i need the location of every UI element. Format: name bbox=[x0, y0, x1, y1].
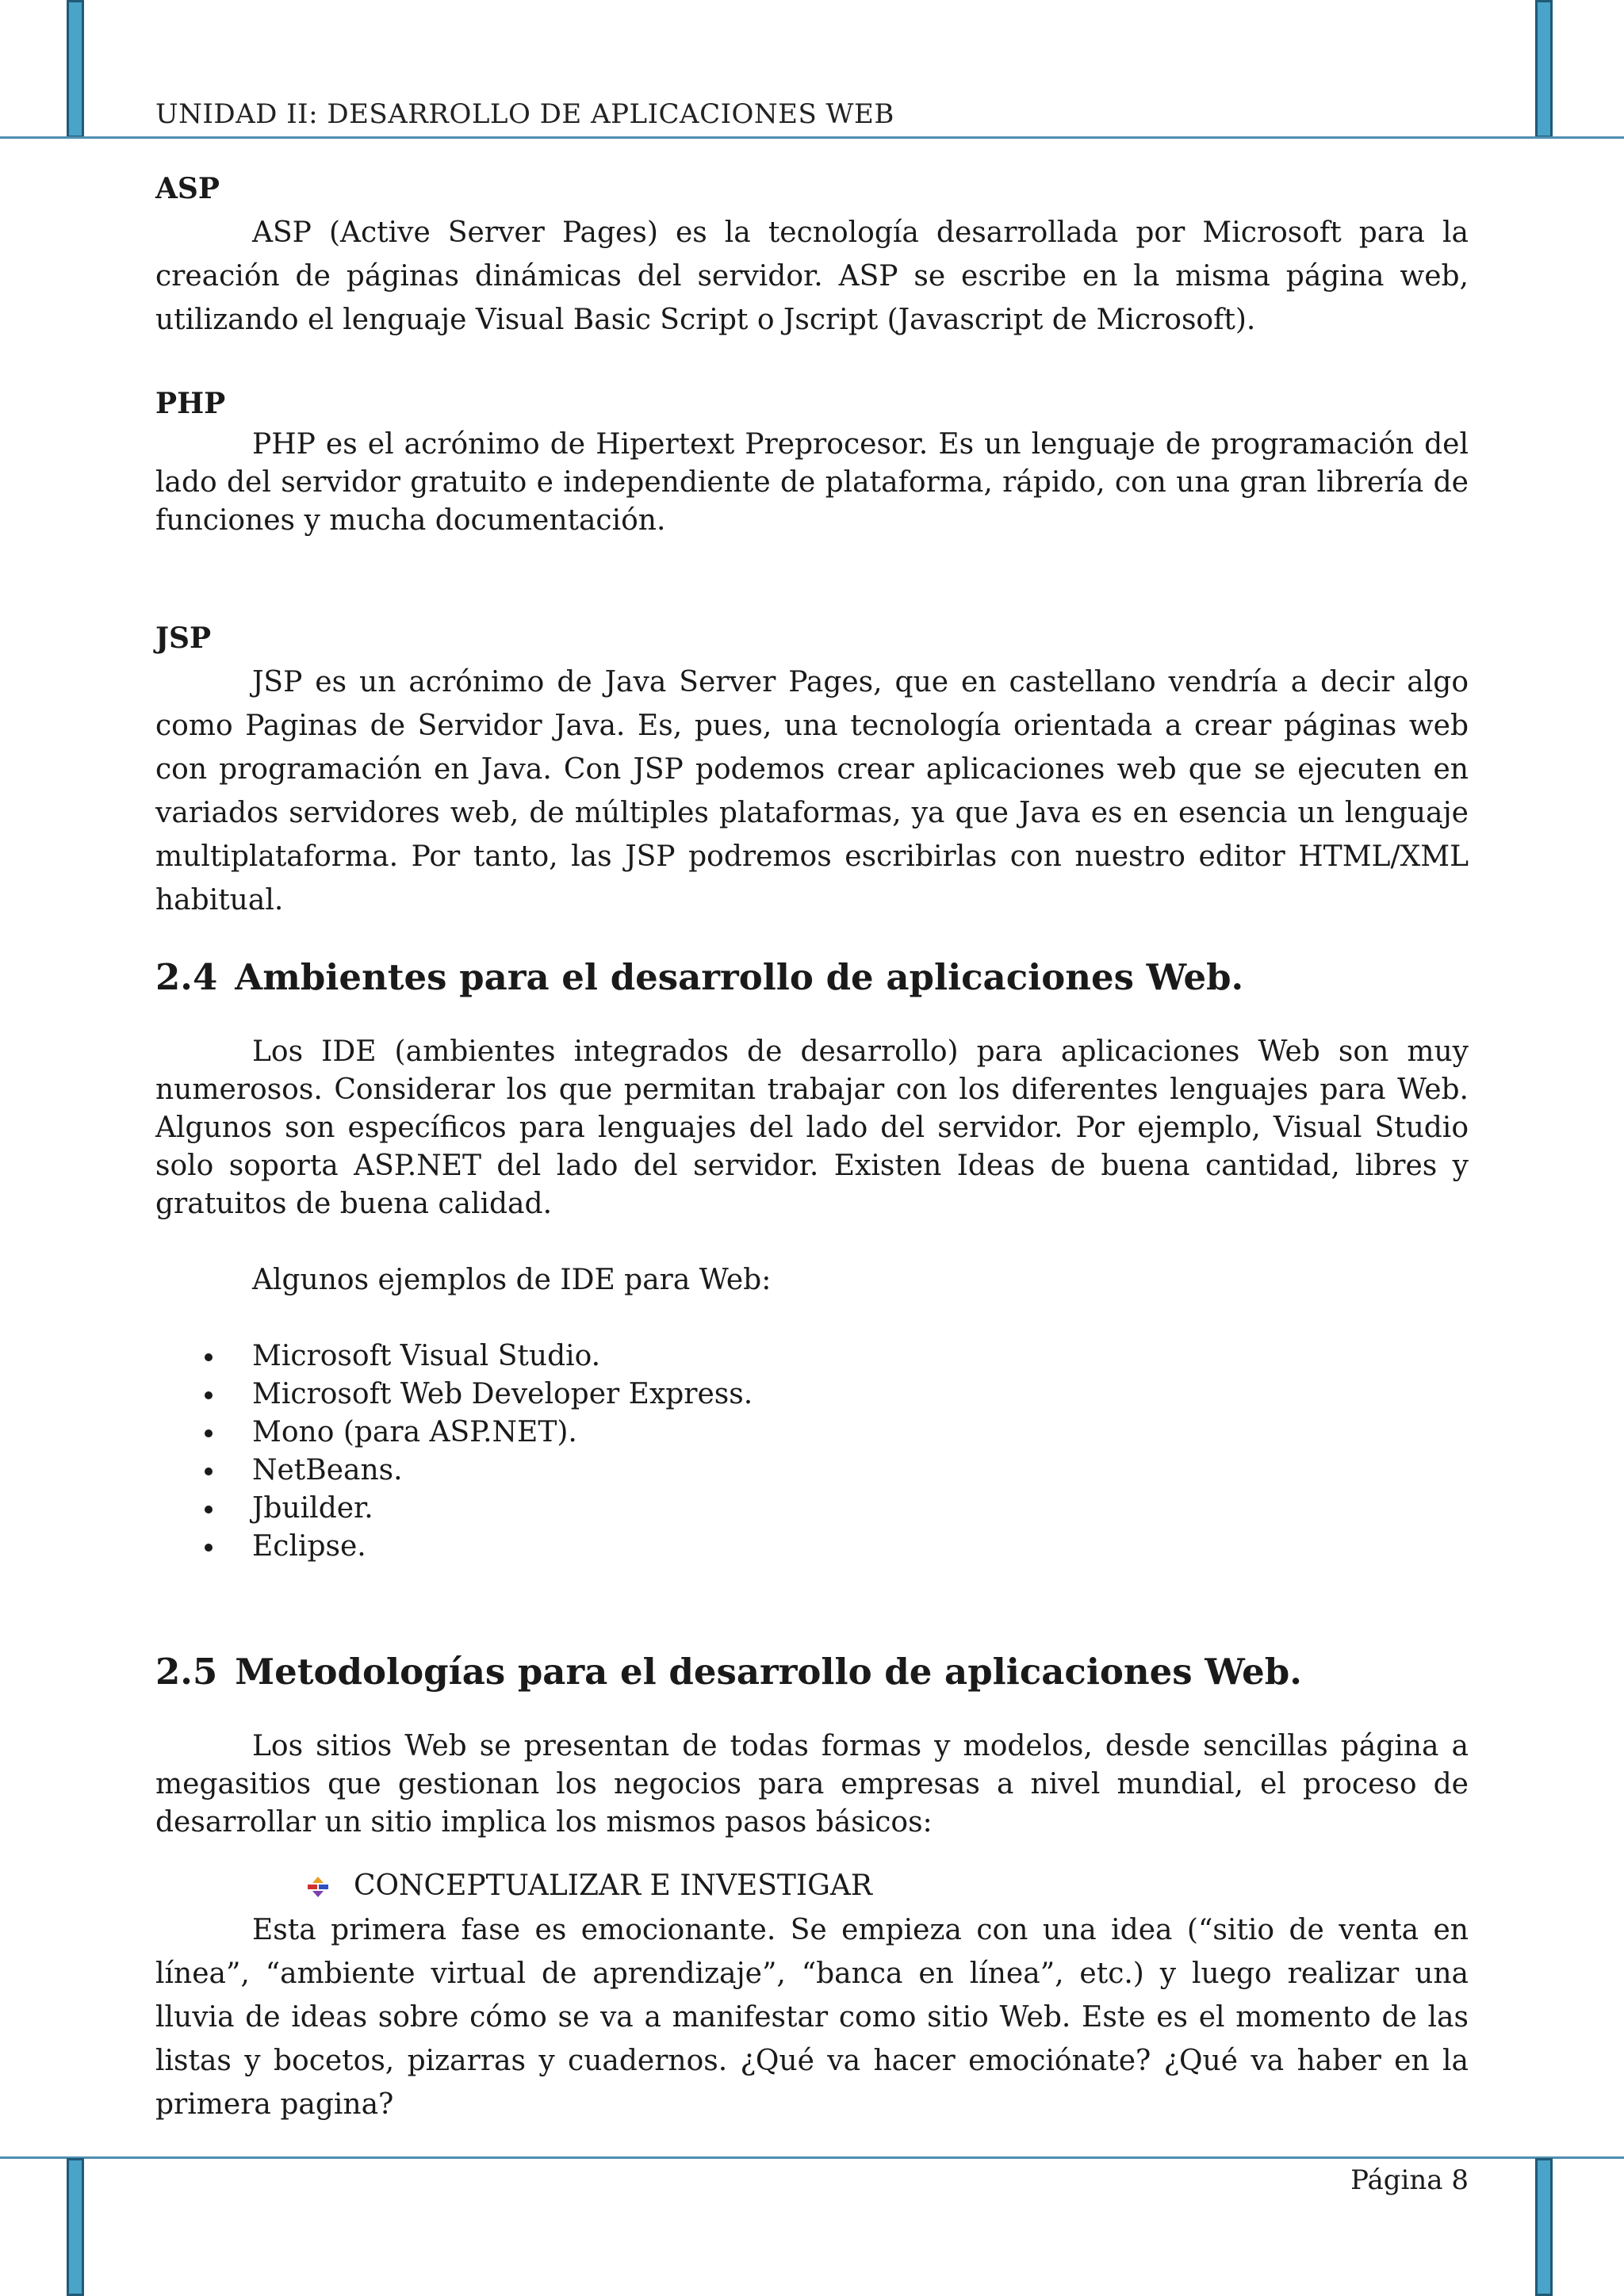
section-2-5-paragraph: Los sitios Web se presentan de todas formas y modelos, desde sencillas página a megasitios que gestionan los negocios para empresas a nivel mundial, el proceso de desarrollar un sitio implica los mismos pasos básicos: bbox=[155, 1730, 1469, 1839]
list-item: Eclipse. bbox=[155, 1528, 1469, 1566]
footer-rule bbox=[0, 2156, 1624, 2159]
phase-heading bbox=[155, 1864, 1469, 1908]
php-heading: PHP bbox=[155, 387, 226, 420]
jsp-heading: JSP bbox=[155, 622, 212, 655]
php-paragraph: PHP es el acrónimo de Hipertext Preprocesor. Es un lenguaje de programación del lado del servidor gratuito e independiente de plataforma, rápido, con una gran librería de funciones y mucha documentación. bbox=[155, 428, 1469, 537]
page-body bbox=[155, 166, 1469, 2126]
bullet-icon bbox=[205, 1353, 213, 1361]
phase-title: CONCEPTUALIZAR E INVESTIGAR bbox=[354, 1869, 873, 1902]
bottom-left-bar bbox=[67, 2158, 84, 2296]
top-left-bar bbox=[67, 0, 84, 138]
section-2-5-title-text: Metodologías para el desarrollo de aplicaciones Web. bbox=[235, 1651, 1302, 1693]
asp-paragraph: ASP (Active Server Pages) es la tecnología desarrollada por Microsoft para la creación de páginas dinámicas del servidor. ASP se escribe en la misma página web, utilizando el lenguaje Visual Basic Script o Jscript (Javascript de Microsoft). bbox=[155, 216, 1469, 336]
page-number: Página 8 bbox=[1350, 2164, 1469, 2196]
page-header: UNIDAD II: DESARROLLO DE APLICACIONES WEB bbox=[155, 98, 894, 130]
section-2-5-title bbox=[155, 1648, 1469, 1696]
section-2-4-title bbox=[155, 954, 1469, 1001]
top-right-bar bbox=[1535, 0, 1553, 138]
phase-paragraph: Esta primera fase es emocionante. Se empieza con una idea (“sitio de venta en línea”, “ambiente virtual de aprendizaje”, “banca en línea”, etc.) y luego realizar una lluvia de ideas sobre cómo se va a manifestar como sitio Web. Este es el momento de las listas y bocetos, pizarras y cuadernos. ¿Qué va hacer emociónate? ¿Qué va haber en la primera pagina? bbox=[155, 1914, 1469, 2121]
bullet-icon bbox=[205, 1544, 213, 1552]
bullet-icon bbox=[205, 1468, 213, 1475]
section-2-5-number: 2.5 bbox=[155, 1651, 218, 1693]
list-item: Mono (para ASP.NET). bbox=[155, 1414, 1469, 1452]
bullet-icon bbox=[205, 1391, 213, 1399]
list-item: Jbuilder. bbox=[155, 1490, 1469, 1528]
header-rule bbox=[0, 136, 1624, 139]
list-item: Microsoft Web Developer Express. bbox=[155, 1376, 1469, 1414]
arrow-bullet-icon bbox=[306, 1875, 330, 1899]
ide-examples-list bbox=[155, 1337, 1469, 1566]
asp-heading: ASP bbox=[155, 172, 220, 205]
bullet-icon bbox=[205, 1506, 213, 1513]
list-item: NetBeans. bbox=[155, 1452, 1469, 1490]
section-2-4-paragraph: Los IDE (ambientes integrados de desarrollo) para aplicaciones Web son muy numerosos. Considerar los que permitan trabajar con los diferentes lenguajes para Web. Algunos son específicos para lenguajes del lado del servidor. Por ejemplo, Visual Studio solo soporta ASP.NET del lado del servidor. Existen Ideas de buena cantidad, libres y gratuitos de buena calidad. bbox=[155, 1035, 1469, 1220]
section-2-4-number: 2.4 bbox=[155, 956, 218, 998]
list-item: Microsoft Visual Studio. bbox=[155, 1337, 1469, 1376]
ide-examples-intro: Algunos ejemplos de IDE para Web: bbox=[252, 1264, 772, 1296]
section-2-4-title-text: Ambientes para el desarrollo de aplicaciones Web. bbox=[235, 956, 1244, 998]
bottom-right-bar bbox=[1535, 2158, 1553, 2296]
jsp-paragraph: JSP es un acrónimo de Java Server Pages, que en castellano vendría a decir algo como Paginas de Servidor Java. Es, pues, una tecnología orientada a crear páginas web con programación en Java. Con JSP podemos crear aplicaciones web que se ejecuten en variados servidores web, de múltiples plataformas, ya que Java es en esencia un lenguaje multiplataforma. Por tanto, las JSP podremos escribirlas con nuestro editor HTML/XML habitual. bbox=[155, 666, 1469, 916]
bullet-icon bbox=[205, 1429, 213, 1437]
